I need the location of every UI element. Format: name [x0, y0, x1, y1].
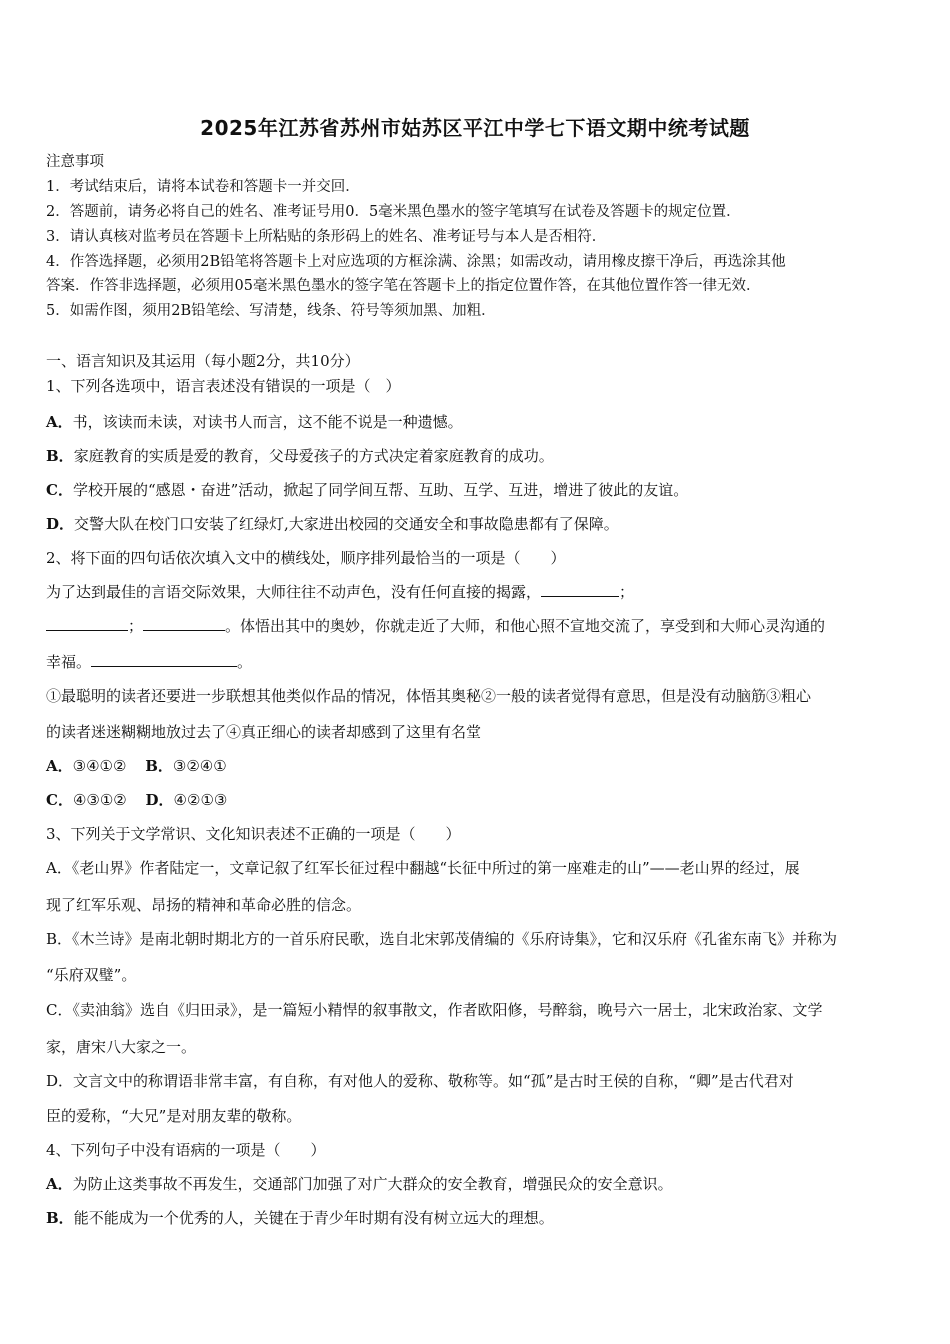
passage-punct: 。 [237, 653, 253, 671]
question-1-option-a [46, 412, 908, 432]
question-4-option-a [46, 1174, 908, 1194]
notice-heading: 注意事项 [46, 154, 104, 170]
question-3-option-c-line-2: 家，唐宋八大家之一。 [46, 1038, 197, 1056]
question-2-sentences-line-1: ①最聪明的读者还要进一步联想其他类似作品的情况，体悟其奥秘②一般的读者觉得有意思，但是没有动脑筋③粗心 [46, 687, 812, 705]
notice-item: 1．考试结束后，请将本试卷和答题卡一并交回． [46, 179, 360, 195]
option-label: A． [46, 413, 73, 431]
question-4-stem: 4、下列句子中没有语病的一项是（ ） [46, 1141, 326, 1159]
option-label: B． [46, 447, 74, 465]
option-label: B． [46, 1209, 74, 1227]
option-text: ④②①③ [173, 791, 228, 809]
question-1-stem: 1、下列各选项中，语言表述没有错误的一项是（ ） [46, 377, 401, 395]
option-label: A． [46, 757, 73, 775]
question-2-passage-line-3 [46, 652, 908, 672]
option-label: C． [46, 481, 73, 499]
notice-item: 4．作答选择题，必须用2B铅笔将答题卡上对应选项的方框涂满、涂黑；如需改动，请用橡皮擦干净后，再选涂其他 [46, 254, 786, 270]
fill-blank-1 [541, 582, 619, 597]
passage-text: 幸福。 [46, 653, 92, 671]
fill-blank-2 [46, 616, 128, 631]
option-text: 为防止这类事故不再发生，交通部门加强了对广大群众的安全教育，增强民众的安全意识。 [72, 1175, 673, 1193]
question-2-options-ab [46, 756, 908, 776]
option-label: A． [46, 1175, 73, 1193]
notice-item: 3．请认真核对监考员在答题卡上所粘贴的条形码上的姓名、准考证号与本人是否相符． [46, 229, 607, 245]
option-text: 交警大队在校门口安装了红绿灯,大家进出校园的交通安全和事故隐患都有了保障。 [74, 515, 619, 533]
option-text: 书，该读而未读，对读书人而言，这不能不说是一种遗憾。 [72, 413, 463, 431]
question-4-option-b [46, 1208, 908, 1228]
question-1-option-b [46, 446, 908, 466]
notice-item: 2．答题前，请务必将自己的姓名、准考证号用0．5毫米黑色墨水的签字笔填写在试卷及答题卡的规定位置． [46, 204, 741, 220]
question-3-option-b-line-1: B．《木兰诗》是南北朝时期北方的一首乐府民歌，选自北宋郭茂倩编的《乐府诗集》，它和汉乐府《孔雀东南飞》并称为 [46, 930, 838, 948]
option-text: 学校开展的“感恩・奋进”活动，掀起了同学间互帮、互助、互学、互进，增进了彼此的友谊。 [72, 481, 689, 499]
question-3-option-d-line-2: 臣的爱称，“大兄”是对朋友辈的敬称。 [46, 1107, 302, 1125]
question-3-option-d-line-1: D．文言文中的称谓语非常丰富，有自称，有对他人的爱称、敬称等。如“孤”是古时王侯的自称，“卿”是古代君对 [46, 1072, 794, 1090]
question-3-option-a-line-2: 现了红军乐观、昂扬的精神和革命必胜的信念。 [46, 896, 362, 914]
passage-punct: ； [619, 583, 635, 601]
question-1-option-d [46, 514, 908, 534]
passage-text: 为了达到最佳的言语交际效果，大师往往不动声色，没有任何直接的揭露， [46, 583, 542, 601]
option-label: D． [145, 791, 174, 809]
option-label: C． [46, 791, 73, 809]
question-3-stem: 3、下列关于文学常识、文化知识表述不正确的一项是（ ） [46, 825, 461, 843]
passage-text: 。体悟出其中的奥妙，你就走近了大师，和他心照不宣地交流了，享受到和大师心灵沟通的 [225, 617, 826, 635]
question-2-passage-line-2 [46, 616, 908, 636]
option-text: 家庭教育的实质是爱的教育，父母爱孩子的方式决定着家庭教育的成功。 [73, 447, 554, 465]
question-2-sentences-line-2: 的读者迷迷糊糊地放过去了④真正细心的读者却感到了这里有名堂 [46, 723, 482, 741]
fill-blank-4 [91, 652, 237, 667]
question-3-option-a-line-1: A．《老山界》作者陆定一，文章记叙了红军长征过程中翻越“长征中所过的第一座难走的山”——老山界的经过，展 [46, 859, 800, 877]
question-3-option-b-line-2: “乐府双璧”。 [46, 966, 137, 984]
option-label: D． [46, 515, 75, 533]
notice-item: 5．如需作图，须用2B铅笔绘、写清楚，线条、符号等须加黑、加粗． [46, 303, 496, 319]
option-label: B． [145, 757, 173, 775]
question-2-options-cd [46, 790, 908, 810]
option-text: ③④①② [72, 757, 127, 775]
passage-punct: ； [128, 617, 144, 635]
notice-item: 答案．作答非选择题，必须用05毫米黑色墨水的签字笔在答题卡上的指定位置作答，在其他位置作答一律无效． [46, 278, 761, 294]
section-heading: 一、语言知识及其运用（每小题2分，共10分） [46, 352, 360, 370]
question-2-passage-line-1 [46, 582, 908, 602]
option-text: ④③①② [72, 791, 127, 809]
question-1-option-c [46, 480, 908, 500]
option-text: ③②④① [172, 757, 227, 775]
question-3-option-c-line-1: C．《卖油翁》选自《归田录》，是一篇短小精悍的叙事散文，作者欧阳修，号醉翁，晚号六一居士，北宋政治家、文学 [46, 1001, 823, 1019]
page-title: 2025年江苏省苏州市姑苏区平江中学七下语文期中统考试题 [200, 116, 750, 140]
question-2-stem: 2、将下面的四句话依次填入文中的横线处，顺序排列最恰当的一项是（ ） [46, 549, 566, 567]
option-text: 能不能成为一个优秀的人，关键在于青少年时期有没有树立远大的理想。 [73, 1209, 554, 1227]
fill-blank-3 [143, 616, 225, 631]
